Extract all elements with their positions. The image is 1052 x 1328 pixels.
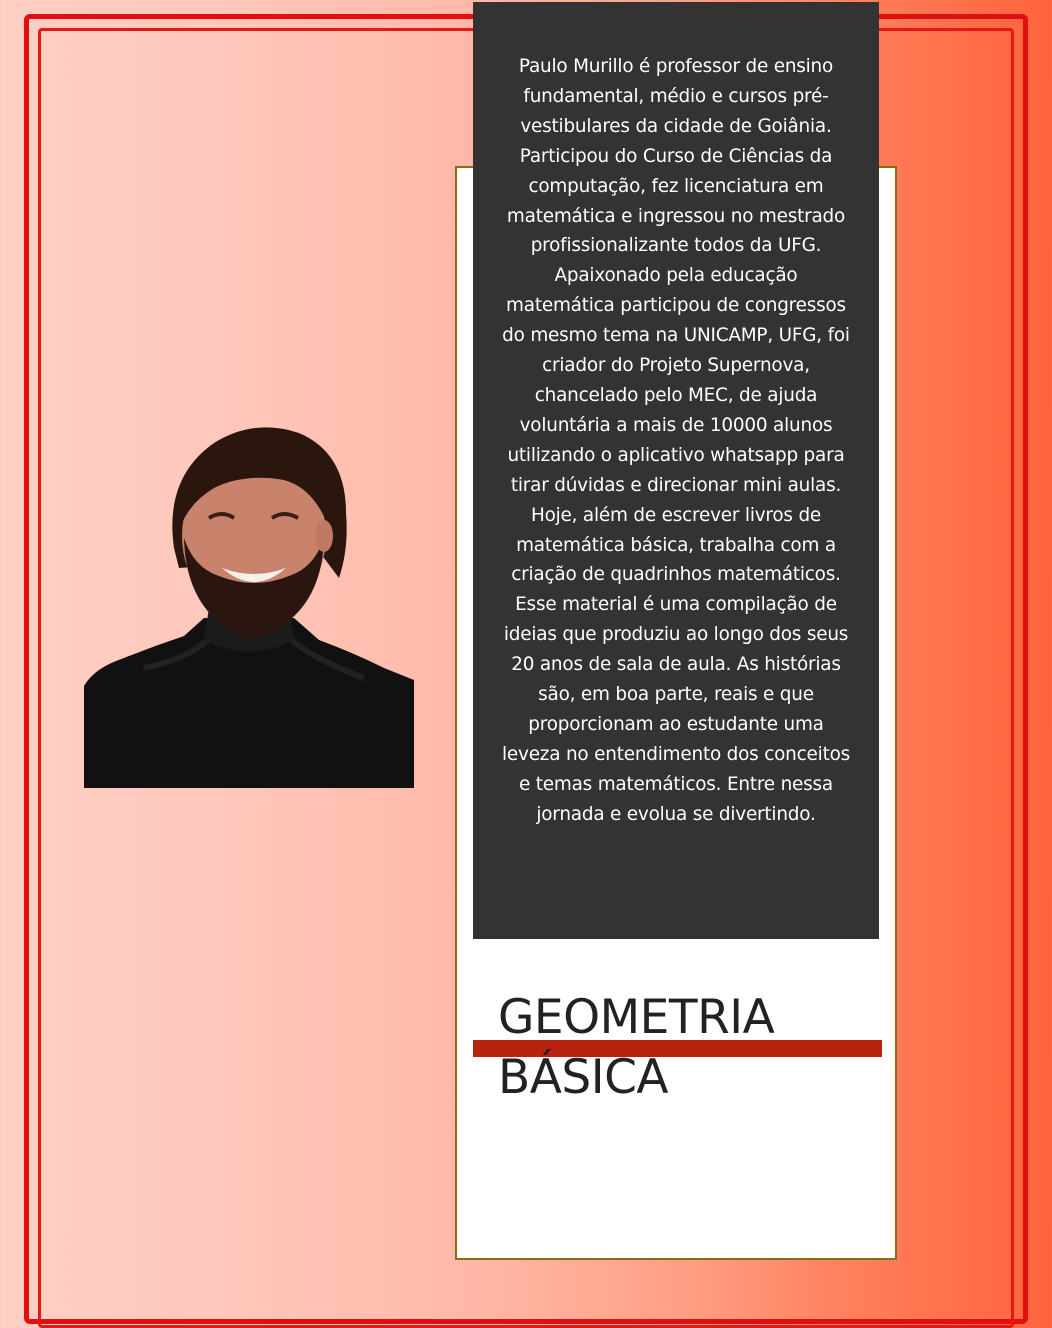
book-title-line2: BÁSICA	[498, 1050, 669, 1105]
author-portrait	[84, 418, 414, 788]
author-bio-box	[473, 2, 879, 939]
book-title-line1: GEOMETRIA	[498, 990, 775, 1045]
book-title	[498, 988, 774, 1108]
author-bio-text: Paulo Murillo é professor de ensino fundamental, médio e cursos pré-vestibulares da cidade de Goiânia. Participou do Curso de Ciências da computação, fez licenciatura em matemática e ingressou no mestrado profissionalizante todos da UFG. Apaixonado pela educação matemática participou de congressos do mesmo tema na UNICAMP, UFG, foi criador do Projeto Supernova, chancelado pelo MEC, de ajuda voluntária a mais de 10000 alunos utilizando o aplicativo whatsapp para tirar dúvidas e direcionar mini aulas. Hoje, além de escrever livros de matemática básica, trabalha com a criação de quadrinhos matemáticos. Esse material é uma compilação de ideias que produziu ao longo dos seus 20 anos de sala de aula. As histórias são, em boa parte, reais e que proporcionam ao estudante uma leveza no entendimento dos conceitos e temas matemáticos. Entre nessa jornada e evolua se divertindo.	[501, 56, 851, 825]
